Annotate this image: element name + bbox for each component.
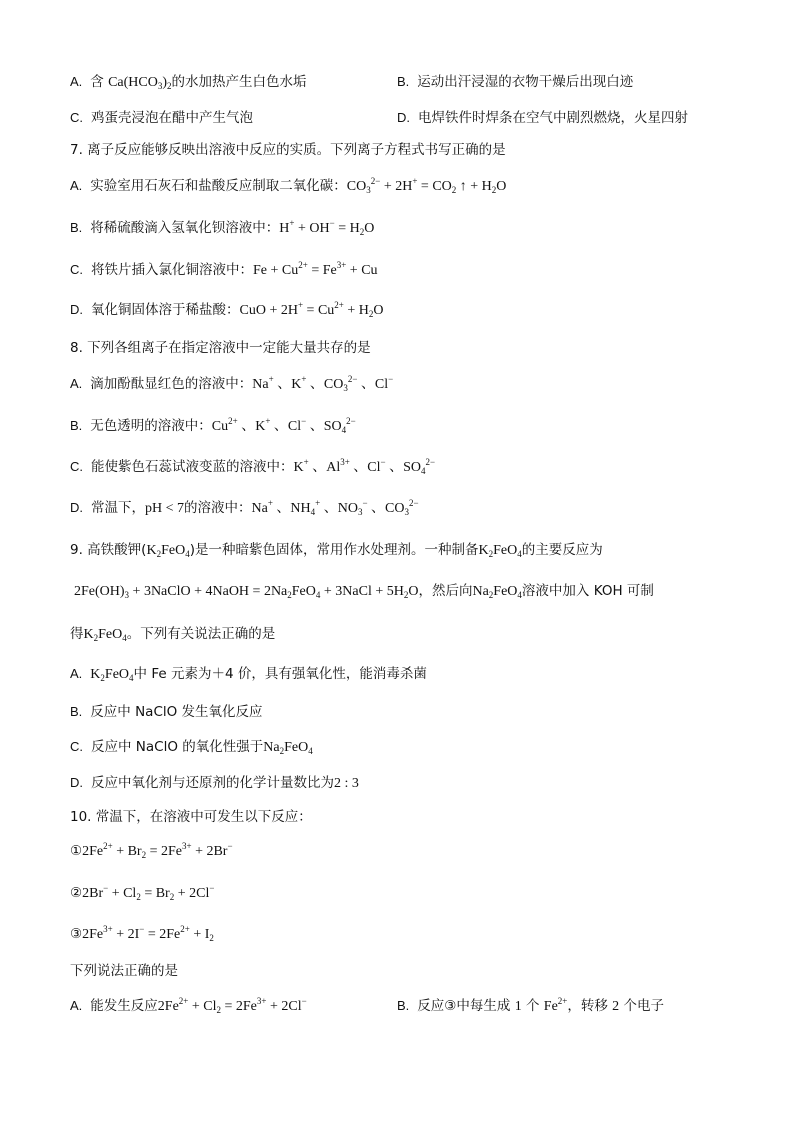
q10-stem: 10. 常温下，在溶液中可发生以下反应：	[70, 809, 312, 825]
q8-option-b: B. 无色透明的溶液中：$Cu^{2+}$ 、K+ 、Cl− 、$SO_4^{2-}$	[70, 416, 356, 435]
equation: CuO + $2H^+ = Cu^{2+} + H_2O$	[239, 300, 384, 319]
q9-option-a: A. $K_2FeO_4$中 Fe 元素为＋4 价，具有强氧化性，能消毒杀菌	[70, 666, 427, 683]
ion-list: Na+ 、$NH_4^+$ 、$NO_3^-$ 、$CO_3^{2-}$	[251, 498, 419, 517]
q8-option-c: C. 能使紫色石蕊试液变蓝的溶液中：K+ 、$Al^{3+}$ 、Cl− 、$SO_4^{2-}$	[70, 457, 436, 476]
equation: $Fe + Cu^{2+} = Fe^{3+} + Cu$	[253, 260, 378, 278]
equation: $CO_3^{2-} + 2H^+ = CO_2$ ↑ + $H_2O$	[346, 176, 507, 195]
q6-option-b: B. 运动出汗浸湿的衣物干燥后出现白迹	[397, 74, 634, 90]
ion-list: K+ 、$Al^{3+}$ 、Cl− 、$SO_4^{2-}$	[293, 457, 436, 476]
ion-list: Na+ 、K+ 、$CO_3^{2-}$ 、Cl−	[252, 374, 394, 393]
q7-option-b: B. 将稀硫酸滴入氢氧化钡溶液中：$H^+ + OH^- = H_2O$	[70, 218, 375, 237]
q10-option-b: B. 反应③中每生成 1 个 $Fe^{2+}$，转移 2 个电子	[397, 996, 664, 1014]
equation: $2Fe(OH)_3$ + 3NaClO + 4NaOH = $2Na_2FeO_4$ + 3NaCl + $5H_2O$	[74, 584, 419, 600]
q9-stem-line3: 得$K_2FeO_4$。下列有关说法正确的是	[70, 626, 276, 643]
q7-option-a: A. 实验室用石灰石和盐酸反应制取二氧化碳：$CO_3^{2-} + 2H^+ = CO_2$ ↑ + $H_2O$	[70, 176, 507, 195]
q6-option-d: D. 电焊铁件时焊条在空气中剧烈燃烧，火星四射	[397, 110, 688, 126]
q8-stem: 8. 下列各组离子在指定溶液中一定能大量共存的是	[70, 340, 371, 356]
q10-reaction-2: ②2Br− + $Cl_2 = Br_2 + 2Cl^-$	[70, 883, 215, 902]
q10-ask: 下列说法正确的是	[70, 963, 178, 979]
formula: $Ca(HCO_3)_2$	[108, 75, 172, 91]
q7-option-d: D. 氧化铜固体溶于稀盐酸：CuO + $2H^+ = Cu^{2+} + H_2O$	[70, 300, 384, 319]
q9-option-b: B. 反应中 NaClO 发生氧化反应	[70, 704, 263, 720]
q9-option-c: C. 反应中 NaClO 的氧化性强于$Na_2FeO_4$	[70, 739, 313, 756]
q10-option-a: A. 能发生反应$2Fe^{2+} + Cl_2 = 2Fe^{3+} + 2Cl^-$	[70, 996, 307, 1015]
q7-stem: 7. 离子反应能够反映出溶液中反应的实质。下列离子方程式书写正确的是	[70, 142, 506, 158]
q8-option-a: A. 滴加酚酞显红色的溶液中：Na+ 、K+ 、$CO_3^{2-}$ 、Cl−	[70, 374, 394, 393]
q9-option-d: D. 反应中氧化剂与还原剂的化学计量数比为2 : 3	[70, 775, 359, 791]
q6-option-a: A. 含 $Ca(HCO_3)_2$的水加热产生白色水垢	[70, 74, 307, 91]
q10-reaction-1: $①2Fe^{2+} + Br_2 = 2Fe^{3+} + 2Br^-$	[70, 841, 233, 860]
equation: $H^+ + OH^- = H_2O$	[279, 218, 375, 237]
q6-option-c: C. 鸡蛋壳浸泡在醋中产生气泡	[70, 110, 253, 126]
q9-stem-line1: 9. 高铁酸钾$(K_2FeO_4)$是一种暗紫色固体，常用作水处理剂。一种制备$K_2FeO_4$的主要反应为	[70, 542, 603, 559]
ion-list: $Cu^{2+}$ 、K+ 、Cl− 、$SO_4^{2-}$	[211, 416, 356, 435]
q7-option-c: C. 将铁片插入氯化铜溶液中：$Fe + Cu^{2+} = Fe^{3+} + Cu$	[70, 260, 378, 278]
q9-stem-line2: $2Fe(OH)_3$ + 3NaClO + 4NaOH = $2Na_2FeO_4$ + 3NaCl + $5H_2O$，然后向$Na_2FeO_4$溶液中加入 KOH 可制	[74, 583, 654, 600]
q10-reaction-3: $③2Fe^{3+} + 2I^- = 2Fe^{2+} + I_2$	[70, 924, 214, 943]
q8-option-d: D. 常温下，pH < 7的溶液中：Na+ 、$NH_4^+$ 、$NO_3^-$ 、$CO_3^{2-}$	[70, 498, 419, 517]
